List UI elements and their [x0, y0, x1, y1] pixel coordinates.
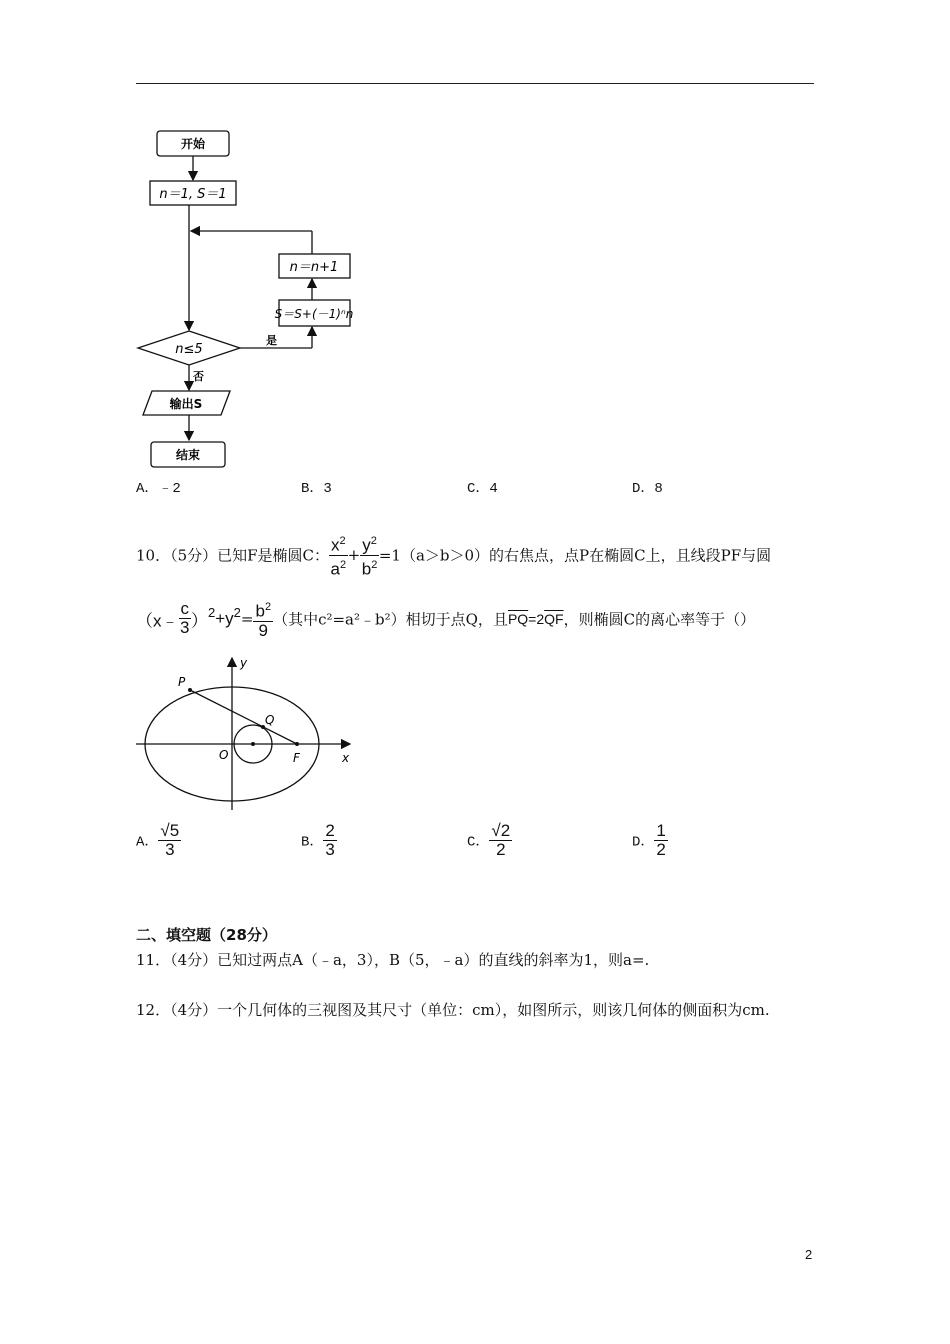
q10-option-c: C． $\frac{√2}{2}$ — [467, 821, 511, 859]
start-label: 开始 — [180, 137, 206, 151]
ellipse-diagram — [130, 650, 360, 820]
q10-line1-rest: =1（a＞b＞0）的右焦点，点P在椭圆C上，且线段PF与圆 — [378, 546, 772, 565]
flowchart — [130, 125, 370, 475]
label-x: x — [342, 751, 350, 765]
question-11: 11．（4分）已知过两点A（﹣a，3），B（5，﹣a）的直线的斜率为1，则a=. — [136, 951, 650, 969]
end-label: 结束 — [175, 448, 201, 462]
yes-label: 是 — [266, 334, 277, 347]
s-update-label: S＝S+(－1)ⁿn — [274, 307, 354, 321]
n-update-label: n＝n+1 — [289, 260, 339, 275]
q9-option-d: D．8 — [632, 481, 663, 497]
label-p: P — [178, 675, 186, 689]
frac-b2-9: $\frac{b^2}{9}$ — [253, 598, 273, 640]
point-f — [295, 742, 299, 746]
label-o: O — [219, 748, 229, 762]
label-f: F — [293, 751, 300, 765]
no-label: 否 — [193, 370, 204, 383]
q9-option-c: C．4 — [467, 481, 498, 497]
segment-pf — [190, 690, 297, 744]
condition-label: n≤5 — [175, 342, 203, 357]
q10-option-b: B． $\frac{2}{3}$ — [301, 821, 335, 859]
q10-line2: （x﹣ $\frac{c}{3}$ ）$^2+y^2=$ $\frac{b^2}{9}$ （其中c²=a²﹣b²）相切于点Q，且$\overline{PQ}=2\overline{QF}$，则椭圆C的离心率等于（） — [136, 599, 756, 640]
section-heading: 二、填空题（28分） — [136, 926, 277, 944]
frac-x2-a2: $\frac{x^2}{a^2}$ — [329, 532, 348, 578]
label-y: y — [240, 656, 248, 670]
init-label: n＝1, S＝1 — [159, 187, 227, 202]
vector-pq: $\overline{PQ}$ — [507, 610, 529, 627]
point-p — [188, 688, 192, 692]
frac-y2-b2: $\frac{y^2}{b^2}$ — [360, 532, 379, 578]
q9-option-a: A．﹣2 — [136, 481, 181, 497]
question-12: 12．（4分）一个几何体的三视图及其尺寸（单位：cm），如图所示，则该几何体的侧面积为cm. — [136, 1001, 770, 1019]
point-center — [251, 742, 255, 746]
label-q: Q — [265, 713, 275, 727]
page-number: 2 — [805, 1247, 813, 1262]
frac-c-3: $\frac{c}{3}$ — [180, 599, 190, 638]
output-label: 输出S — [169, 397, 203, 411]
header-rule — [136, 83, 814, 84]
vector-qf: $\overline{QF}$ — [544, 610, 564, 627]
q10-option-a: A． $\frac{√5}{3}$ — [136, 821, 180, 859]
q10-option-d: D． $\frac{1}{2}$ — [632, 821, 666, 859]
q9-option-b: B．3 — [301, 481, 332, 497]
q10-line1: 10．（5分）已知F是椭圆C： $\frac{x^2}{a^2}$ + $\frac{y^2}{b^2}$ =1（a＞b＞0）的右焦点，点P在椭圆C上，且线段PF与圆 — [136, 532, 771, 592]
q10-intro: 10．（5分）已知F是椭圆C： — [136, 546, 330, 565]
